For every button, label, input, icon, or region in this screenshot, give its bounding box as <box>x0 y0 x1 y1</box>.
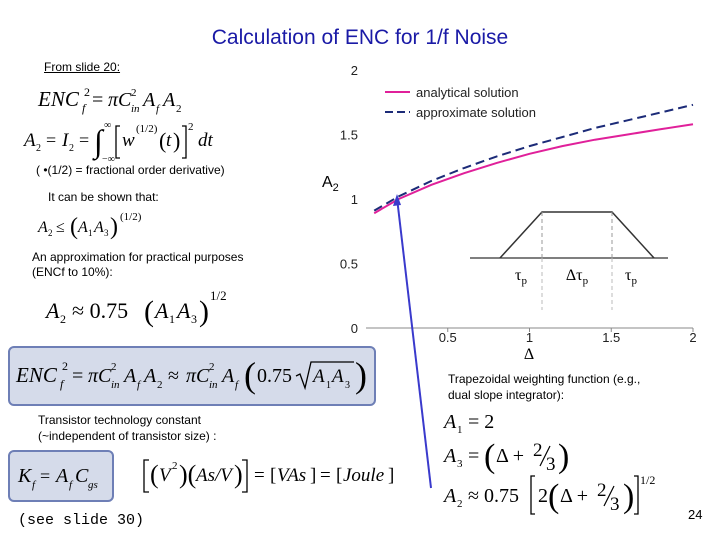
svg-text:πC: πC <box>88 365 112 387</box>
svg-text:gs: gs <box>88 479 98 491</box>
svg-text:): ) <box>234 460 243 489</box>
legend-label: analytical solution <box>416 85 519 100</box>
svg-text:2: 2 <box>597 480 607 501</box>
svg-text:≈ 0.75: ≈ 0.75 <box>72 298 129 323</box>
y-tick-label: 1.5 <box>339 127 358 143</box>
svg-text:2: 2 <box>188 121 194 133</box>
svg-text:3: 3 <box>546 454 556 475</box>
svg-text:A: A <box>46 298 60 323</box>
svg-text:(: ( <box>244 355 256 395</box>
see-slide-label: (see slide 30) <box>18 512 145 529</box>
svg-text:(1/2): (1/2) <box>136 123 158 135</box>
y-tick-label: 0.5 <box>339 256 358 272</box>
svg-text:2: 2 <box>111 361 117 373</box>
svg-text:=: = <box>254 465 265 486</box>
svg-text:): ) <box>355 355 367 395</box>
svg-text:dt: dt <box>198 130 213 151</box>
svg-text:Δ +: Δ + <box>560 485 589 507</box>
svg-text:3: 3 <box>610 494 620 515</box>
svg-text:≈ 0.75: ≈ 0.75 <box>468 485 519 507</box>
svg-text:=: = <box>79 130 90 150</box>
svg-text:=: = <box>92 89 104 111</box>
svg-text:=: = <box>468 445 480 467</box>
svg-text:Δ +: Δ + <box>496 445 525 467</box>
svg-text:C: C <box>75 465 89 487</box>
svg-text:f: f <box>32 479 36 491</box>
fractional-derivative-note: ( •(1/2) = fractional order derivative) <box>36 163 225 177</box>
svg-text:∞: ∞ <box>104 120 112 131</box>
svg-text:VAs: VAs <box>277 465 307 486</box>
svg-text:Joule: Joule <box>343 465 385 486</box>
svg-text:]: ] <box>388 465 395 486</box>
svg-text:2: 2 <box>172 460 178 472</box>
svg-text:1: 1 <box>326 380 331 391</box>
svg-text:]: ] <box>310 465 317 486</box>
svg-text:in: in <box>209 379 218 391</box>
svg-text:1/2: 1/2 <box>640 473 656 487</box>
svg-text:2: 2 <box>84 85 90 99</box>
approximation-text-1: An approximation for practical purposes <box>32 250 244 264</box>
x-axis-label: Δ <box>523 346 535 363</box>
slide-title: Calculation of ENC for 1/f Noise <box>211 26 509 49</box>
svg-text:f: f <box>156 103 160 115</box>
svg-text:ENC: ENC <box>16 363 57 387</box>
trapezoid-text-1: Trapezoidal weighting function (e.g., <box>448 372 641 386</box>
svg-text:(: ( <box>484 438 496 475</box>
svg-text:A: A <box>444 485 457 507</box>
svg-text:A: A <box>332 366 344 387</box>
svg-text:3: 3 <box>104 228 109 238</box>
svg-text:A: A <box>222 365 235 387</box>
transistor-text-1: Transistor technology constant <box>38 413 201 427</box>
svg-text:f: f <box>82 101 86 115</box>
y-axis-label: $A_2$ <box>322 174 339 194</box>
from-slide-label: From slide 20: <box>44 60 121 74</box>
trapezoid-text-2: dual slope integrator): <box>448 388 565 402</box>
svg-text:2: 2 <box>157 379 163 391</box>
svg-text:A: A <box>155 298 169 323</box>
y-tick-label: 1 <box>350 192 358 207</box>
svg-text:V: V <box>159 465 171 486</box>
x-tick-label: 1 <box>525 330 534 345</box>
svg-text:A: A <box>444 445 457 467</box>
svg-text:): ) <box>110 214 118 240</box>
svg-text:2: 2 <box>538 485 548 507</box>
svg-text:πC: πC <box>108 89 132 111</box>
svg-text:πC: πC <box>186 365 210 387</box>
legend-label: approximate solution <box>416 105 536 120</box>
svg-text:As/V: As/V <box>196 465 232 486</box>
svg-text:2: 2 <box>176 103 182 115</box>
y-tick-label: 2 <box>350 63 358 78</box>
trapezoid-shape <box>500 212 654 258</box>
svg-text:2: 2 <box>131 87 137 99</box>
svg-text:0.75: 0.75 <box>257 365 292 387</box>
svg-text:≈: ≈ <box>168 365 179 387</box>
svg-text:A: A <box>124 365 137 387</box>
svg-text:2: 2 <box>48 228 53 238</box>
svg-text:(: ( <box>144 295 154 328</box>
svg-text:): ) <box>623 478 635 515</box>
x-tick-label: 1.5 <box>602 330 621 345</box>
svg-text:(: ( <box>159 128 167 153</box>
svg-text:f: f <box>235 379 239 391</box>
svg-text:(: ( <box>70 214 78 240</box>
series-line-analytical <box>374 124 693 213</box>
svg-text:=: = <box>46 130 57 150</box>
svg-text:1: 1 <box>169 312 175 326</box>
svg-text:=: = <box>40 466 51 486</box>
svg-text:A: A <box>144 365 157 387</box>
svg-text:= 2: = 2 <box>468 411 495 433</box>
svg-text:3: 3 <box>345 380 350 391</box>
svg-text:)(: )( <box>179 460 197 489</box>
svg-text:3: 3 <box>191 312 197 326</box>
svg-text:A: A <box>444 411 457 433</box>
page-number: 24 <box>688 507 703 522</box>
series-line-approximate <box>374 105 693 211</box>
svg-text:2: 2 <box>457 498 463 510</box>
trapezoid-label: $\tau_p$ <box>625 267 637 287</box>
svg-text:[: [ <box>336 465 343 486</box>
svg-text:): ) <box>199 295 209 328</box>
svg-text:A: A <box>24 130 36 151</box>
svg-text:2: 2 <box>60 312 66 326</box>
svg-text:A: A <box>313 366 325 387</box>
svg-text:2: 2 <box>36 143 41 154</box>
svg-text:A: A <box>177 298 191 323</box>
svg-text:A: A <box>56 465 69 487</box>
shown-that-label: It can be shown that: <box>48 190 159 204</box>
svg-text:(: ( <box>150 460 159 489</box>
svg-text:−∞: −∞ <box>102 154 115 165</box>
svg-text:t: t <box>166 130 172 151</box>
y-tick-label: 0 <box>350 321 358 336</box>
svg-text:A: A <box>78 219 88 236</box>
svg-text:2: 2 <box>69 143 74 154</box>
svg-text:A: A <box>143 89 156 111</box>
svg-text:w: w <box>122 130 135 151</box>
svg-text:=: = <box>72 365 84 387</box>
svg-text:): ) <box>173 128 181 153</box>
trapezoid-label: $\Delta\tau_p$ <box>565 267 589 287</box>
svg-text:A: A <box>94 219 104 236</box>
svg-text:2: 2 <box>533 440 543 461</box>
svg-text:1: 1 <box>88 228 93 238</box>
svg-text:A: A <box>38 219 48 236</box>
svg-text:=: = <box>320 465 331 486</box>
svg-text:K: K <box>18 465 32 487</box>
svg-text:A: A <box>163 89 176 111</box>
svg-text:(1/2): (1/2) <box>120 211 142 223</box>
svg-text:f: f <box>137 379 141 391</box>
svg-text:1: 1 <box>457 424 463 436</box>
x-tick-label: 2 <box>689 330 697 345</box>
approximation-text-2: (ENCf to 10%): <box>32 265 113 279</box>
svg-text:): ) <box>558 438 570 475</box>
trapezoid-label: $\tau_p$ <box>515 267 527 287</box>
pointer-arrow <box>397 198 431 488</box>
svg-text:∫: ∫ <box>94 123 103 159</box>
x-tick-label: 0.5 <box>438 330 457 345</box>
svg-text:f: f <box>60 377 64 391</box>
svg-text:ENC: ENC <box>38 87 79 111</box>
svg-text:(: ( <box>548 478 560 515</box>
svg-text:I: I <box>62 130 69 151</box>
svg-text:2: 2 <box>62 359 68 373</box>
transistor-text-2: (~independent of transistor size) : <box>38 429 217 443</box>
svg-text:f: f <box>69 479 73 491</box>
svg-text:1/2: 1/2 <box>210 288 227 303</box>
svg-text:2: 2 <box>209 361 215 373</box>
svg-text:≤: ≤ <box>56 219 65 236</box>
svg-text:3: 3 <box>457 458 463 470</box>
svg-text:[: [ <box>270 465 277 486</box>
svg-text:in: in <box>131 103 140 115</box>
svg-text:in: in <box>111 379 120 391</box>
